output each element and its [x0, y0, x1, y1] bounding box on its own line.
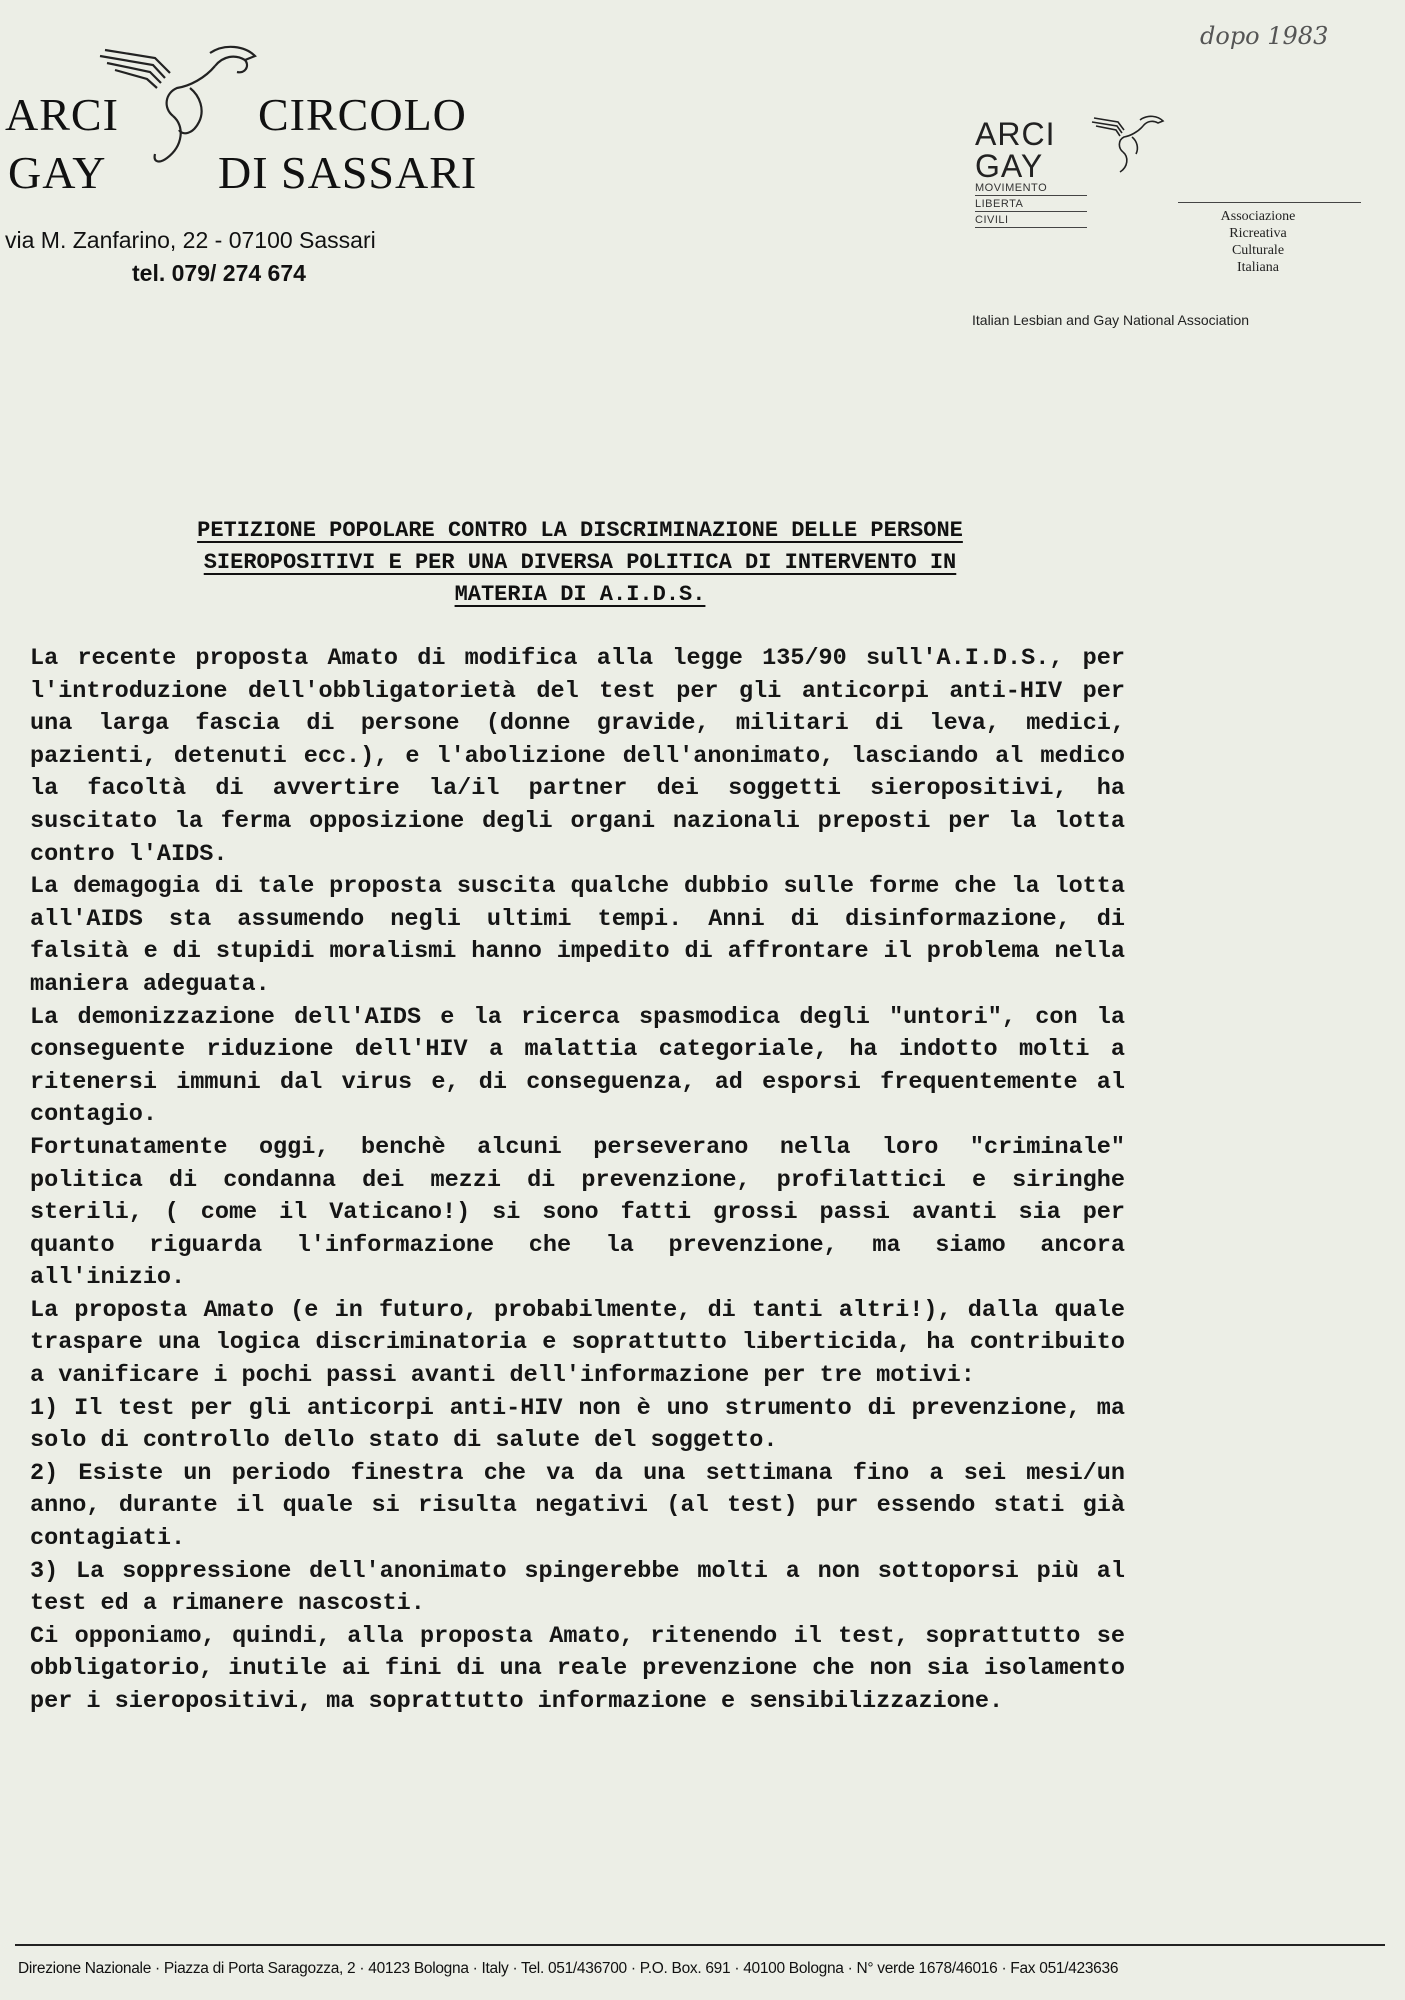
body-paragraph: 1) Il test per gli anticorpi anti-HIV non è uno strumento di prevenzione, ma solo di controllo dello stato di salute del soggetto. [30, 1394, 1125, 1455]
address: via M. Zanfarino, 22 - 07100 Sassari [5, 227, 376, 253]
sassari-label: DI SASSARI [218, 147, 478, 198]
title-line: PETIZIONE POPOLARE CONTRO LA DISCRIMINAZIONE DELLE PERSONE [197, 518, 963, 543]
logo-divider [975, 211, 1087, 212]
body-paragraph: Ci opponiamo, quindi, alla proposta Amato, ritenendo il test, soprattutto se obbligatorio, inutile ai fini di una reale prevenzione che non sia isolamento per i sieropositivi, ma soprattutto informazione e sensibilizzazione. [30, 1622, 1125, 1715]
body-paragraph: La recente proposta Amato di modifica alla legge 135/90 sull'A.I.D.S., per l'introduzione dell'obbligatorietà del test per gli anticorpi anti-HIV per una larga fascia di persone (donne gravide, militari di leva, medici, pazienti, detenuti ecc.), e l'abolizione dell'anonimato, lasciando al medico la facoltà di avvertire la/il partner dei soggetti sieropositivi, ha suscitato la ferma opposizione degli organi nazionali preposti per la lotta contro l'AIDS. [30, 645, 1125, 868]
arci-label: ARCI [5, 89, 119, 140]
national-gay: GAY [975, 148, 1044, 184]
assoc-line: Associazione [1220, 209, 1296, 224]
document-title [60, 515, 1100, 611]
body-paragraph: La demonizzazione dell'AIDS e la ricerca spasmodica degli "untori", con la conseguente riduzione dell'HIV a malattia categoriale, ha indotto molti a ritenersi immuni dal virus e, di conseguenza, ad esporsi frequentemente al contagio. [30, 1003, 1125, 1129]
handwritten-date: dopo 1983 [1200, 22, 1329, 50]
body-paragraph: La demagogia di tale proposta suscita qualche dubbio sulle forme che la lotta all'AIDS sta assumendo negli ultimi tempi. Anni di disinformazione, di falsità e di stupidi moralismi hanno impedito di affrontare il problema nella maniera adeguata. [30, 873, 1125, 998]
movimento-label: MOVIMENTO [975, 182, 1048, 194]
civili-label: CIVILI [975, 214, 1009, 226]
assoc-line: Italiana [1237, 260, 1279, 275]
phone: tel. 079/ 274 674 [132, 260, 306, 286]
liberta-label: LIBERTA [975, 198, 1024, 210]
body-paragraph: 3) La soppressione dell'anonimato spingerebbe molti a non sottoporsi più al test ed a rimanere nascosti. [30, 1557, 1125, 1618]
international-name: Italian Lesbian and Gay National Association [972, 312, 1250, 328]
body-paragraph: Fortunatamente oggi, benchè alcuni perseverano nella loro "criminale" politica di condanna dei mezzi di prevenzione, profilattici e siringhe sterili, ( come il Vaticano!) si sono fatti grossi passi avanti sia per quanto riguarda l'informazione che la prevenzione, ma siamo ancora all'inizio. [30, 1133, 1125, 1292]
footer-address: Direzione Nazionale · Piazza di Porta Saragozza, 2 · 40123 Bologna · Italy · Tel. 051/436700 · P.O. Box. 691 · 40100 Bologna · N° verde 1678/46016 · Fax 051/423636 [18, 1960, 1119, 1977]
footer-divider [15, 1944, 1385, 1946]
assoc-block [1178, 208, 1338, 276]
national-pegasus-icon [1090, 112, 1170, 176]
assoc-rule [1178, 202, 1361, 203]
body-paragraph: 2) Esiste un periodo finestra che va da una settimana fino a sei mesi/un anno, durante il quale si risulta negativi (al test) pur essendo stati già contagiati. [30, 1459, 1125, 1553]
petition-body [30, 643, 1125, 1719]
title-line: SIEROPOSITIVI E PER UNA DIVERSA POLITICA DI INTERVENTO IN [203, 550, 957, 575]
assoc-line: Culturale [1231, 243, 1285, 258]
logo-divider [975, 195, 1087, 196]
body-paragraph: La proposta Amato (e in futuro, probabilmente, di tanti altri!), dalla quale traspare una logica discriminatoria e soprattutto liberticida, ha contribuito a vanificare i pochi passi avanti dell'informazione per tre motivi: [30, 1296, 1125, 1390]
logo-divider [975, 227, 1087, 228]
title-line: MATERIA DI A.I.D.S. [454, 582, 706, 607]
national-arci: ARCI [975, 116, 1056, 152]
circolo-label: CIRCOLO [258, 89, 467, 140]
gay-label: GAY [8, 147, 107, 198]
assoc-line: Ricreativa [1229, 226, 1287, 241]
